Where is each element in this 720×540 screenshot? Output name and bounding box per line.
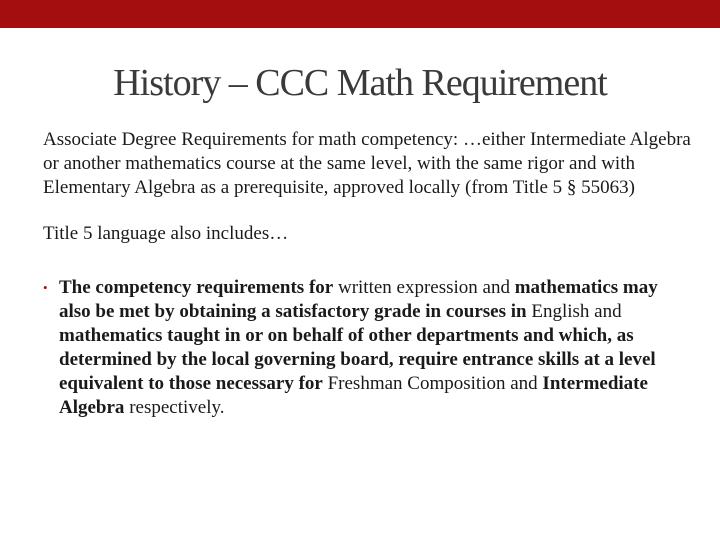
bullet-segment: The competency requirements for — [59, 277, 334, 298]
bullet-segment: respectively. — [124, 397, 225, 418]
bullet-segment: written expression and — [333, 277, 515, 298]
title5-intro-paragraph: Title 5 language also includes… — [43, 223, 289, 244]
bullet-item — [43, 276, 693, 420]
bullet-segment: mathematics taught in or on behalf of other departments and which, as determined by the local governing board, require entrance skills at a level equivalent to those necessary for — [59, 325, 656, 394]
bullet-marker: • — [43, 280, 48, 295]
bullet-segment: Intermediate Algebra — [59, 373, 648, 418]
slide-title: History – CCC Math Requirement — [113, 62, 607, 104]
top-accent-bar — [0, 0, 720, 28]
slide-body — [43, 128, 693, 420]
bullet-segment: English and — [526, 301, 622, 322]
bullet-text — [59, 276, 693, 420]
bullet-segment: Freshman Composition and — [322, 373, 543, 394]
bullet-segment: mathematics may also be met by obtaining a satisfactory grade in courses in — [59, 277, 658, 322]
requirements-paragraph: Associate Degree Requirements for math competency: …either Intermediate Algebra or another mathematics course at the same level, with the same rigor and with Elementary Algebra as a prerequisite, approved locally (from Title 5 § 55063) — [43, 129, 691, 198]
